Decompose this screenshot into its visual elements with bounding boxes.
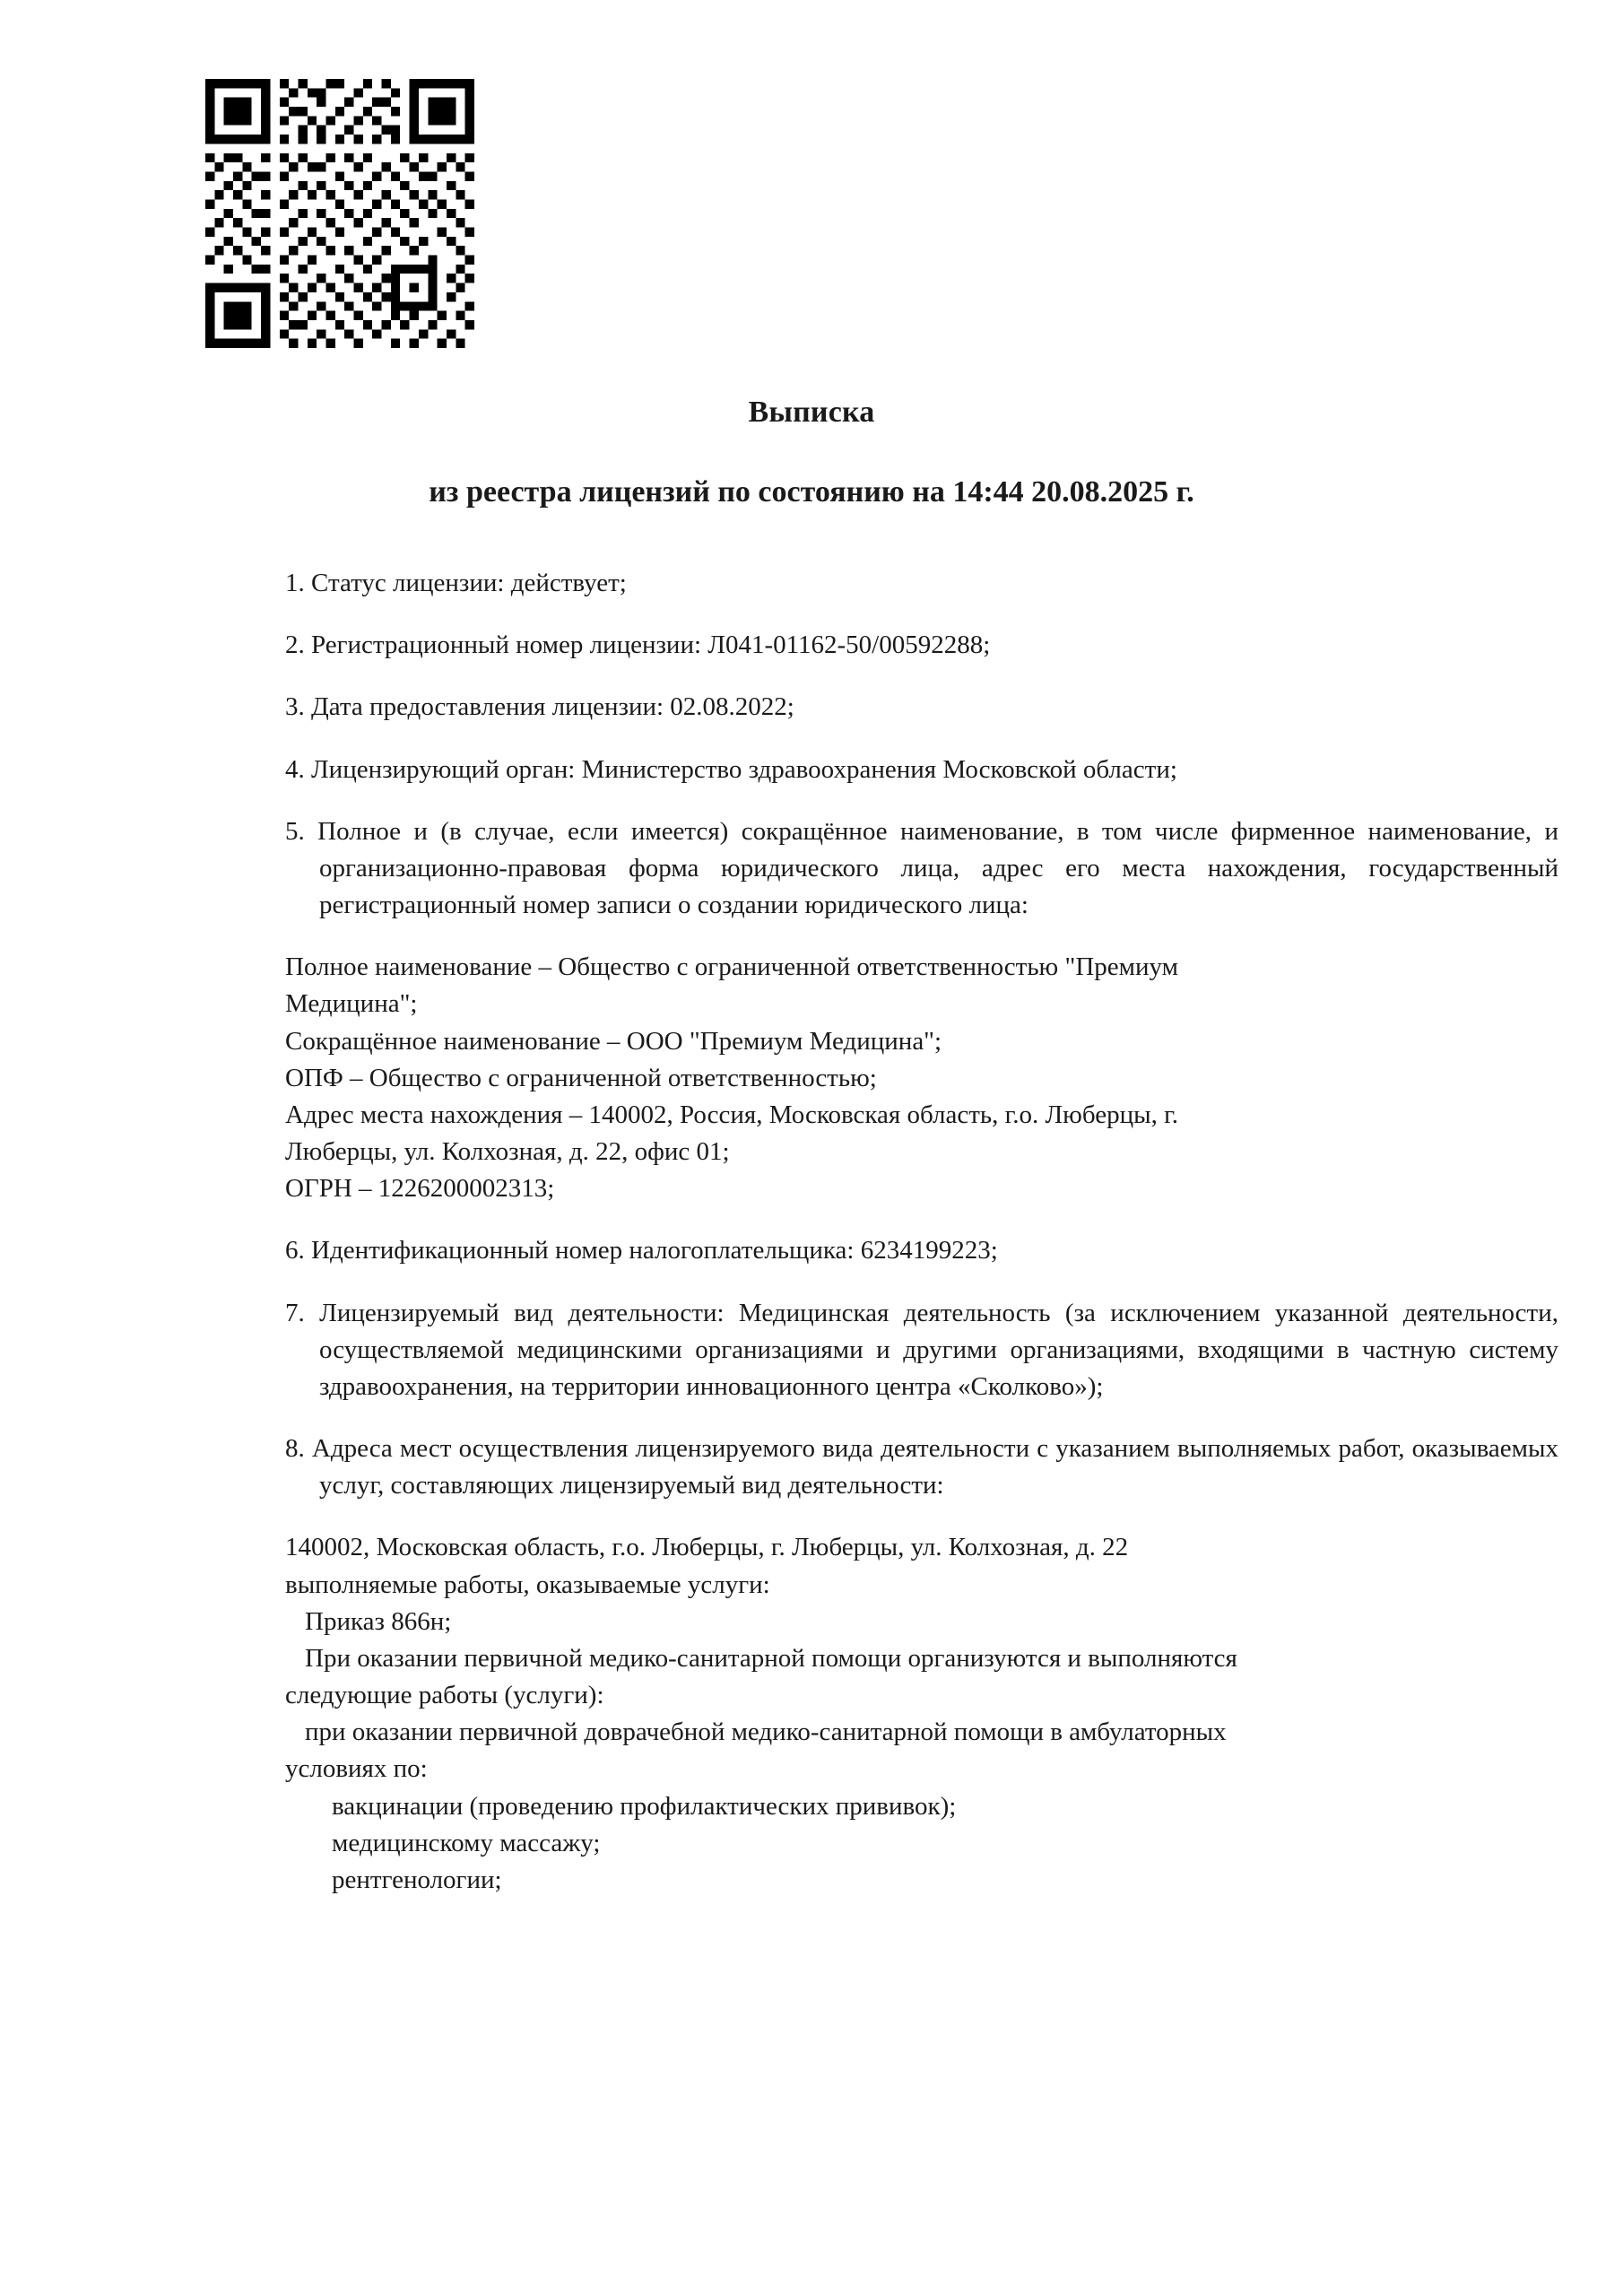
address-services-block [285, 1529, 1558, 1899]
service-item-massage: медицинскому массажу; [332, 1828, 601, 1857]
document-header [0, 395, 1623, 511]
qr-code-icon [205, 79, 474, 348]
service-prehospital-line2: условиях по: [285, 1754, 428, 1784]
service-primary-care-line1: При оказании первичной медико-санитарной помощи организуются и выполняются [305, 1643, 1237, 1673]
entity-address-line1: Адрес места нахождения – 140002, Россия, Московская область, г.о. Люберцы, г. [285, 1100, 1178, 1129]
clause-6-inn: 6. Идентификационный номер налогоплательщика: 6234199223; [285, 1236, 998, 1265]
service-primary-care-line2: следующие работы (услуги): [285, 1681, 604, 1710]
service-prehospital-line1: при оказании первичной доврачебной медико-санитарной помощи в амбулаторных [305, 1718, 1227, 1747]
document-body [285, 565, 1558, 1924]
entity-details [285, 949, 1558, 1207]
entity-address-line2: Люберцы, ул. Колхозная, д. 22, офис 01; [285, 1137, 730, 1167]
clause-2-registration-number: 2. Регистрационный номер лицензии: Л041-01162-50/00592288; [285, 631, 991, 660]
service-item-radiology: рентгенологии; [332, 1865, 502, 1894]
page-title: Выписка [748, 396, 875, 429]
clause-1-status: 1. Статус лицензии: действует; [285, 569, 627, 597]
page-subtitle: из реестра лицензий по состоянию на 14:44 20.08.2025 г. [429, 474, 1194, 509]
clause-7-activity-type: 7. Лицензируемый вид деятельности: Медицинская деятельность (за исключением указанной деятельности, осуществляемой медицинскими организациями и другими организациями, входящими в частную систему здравоохранения, на территории инновационного центра «Сколково»); [285, 1298, 1558, 1401]
entity-full-name-line2: Медицина"; [285, 989, 418, 1019]
service-item-vaccination: вакцинации (проведению профилактических прививок); [332, 1791, 957, 1821]
clause-8-addresses: 8. Адреса мест осуществления лицензируемого вида деятельности с указанием выполняемых работ, оказываемых услуг, составляющих лицензируемый вид деятельности: [285, 1434, 1558, 1500]
service-works-heading: выполняемые работы, оказываемые услуги: [285, 1570, 770, 1599]
service-address: 140002, Московская область, г.о. Люберцы, г. Люберцы, ул. Колхозная, д. 22 [285, 1533, 1129, 1562]
entity-full-name-line1: Полное наименование – Общество с ограниченной ответственностью "Премиум [285, 952, 1178, 982]
clause-4-licensing-authority: 4. Лицензирующий орган: Министерство здравоохранения Московской области; [285, 754, 1177, 784]
entity-ogrn: ОГРН – 1226200002313; [285, 1174, 555, 1204]
service-order-number: Приказ 866н; [305, 1606, 452, 1636]
entity-short-name: Сокращённое наименование – ООО "Премиум Медицина"; [285, 1026, 942, 1056]
clause-3-issue-date: 3. Дата предоставления лицензии: 02.08.2022; [285, 692, 794, 722]
entity-legal-form: ОПФ – Общество с ограниченной ответственностью; [285, 1063, 877, 1092]
clause-5-entity-names: 5. Полное и (в случае, если имеется) сокращённое наименование, в том числе фирменное наименование, и организационно-правовая форма юридического лица, адрес его места нахождения, государственный регистрационный номер записи о создании юридического лица: [285, 816, 1558, 920]
